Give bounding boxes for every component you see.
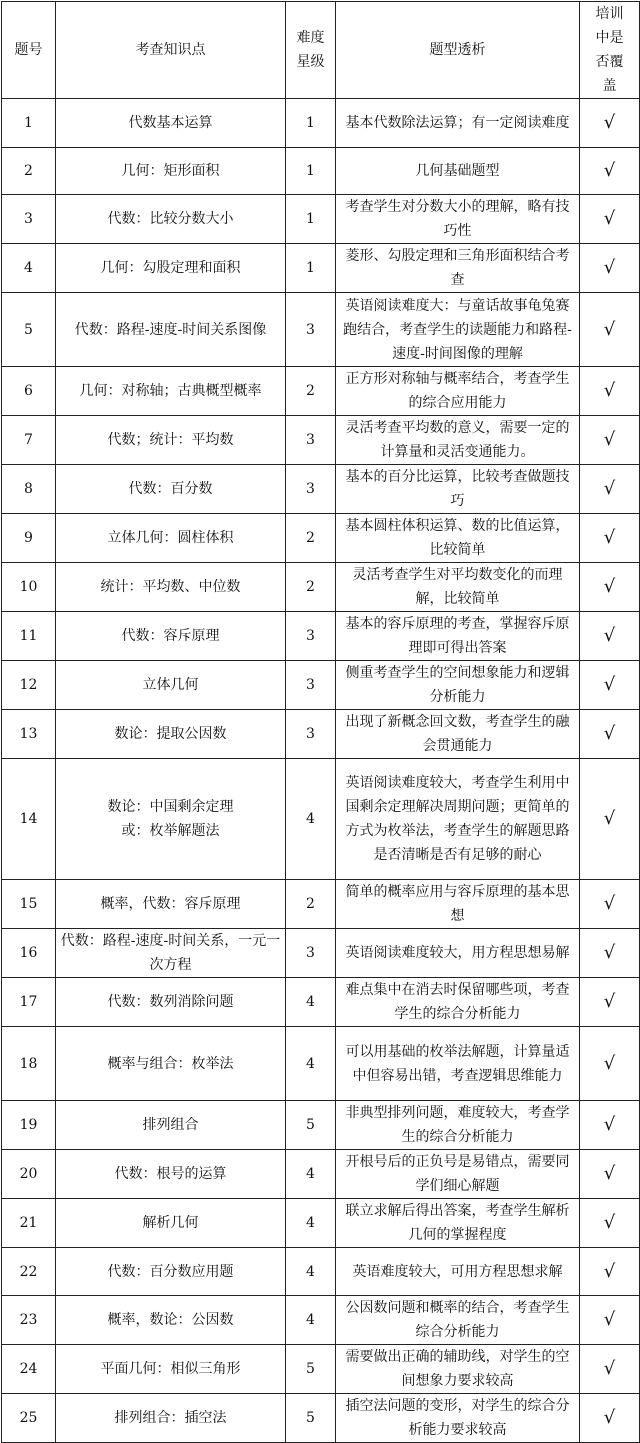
table-row [2,293,640,367]
row-difficulty-cell: 4 [286,1150,336,1199]
table-row [2,416,640,465]
row-difficulty-cell: 4 [286,1248,336,1296]
row-covered-check: √ [580,1199,640,1248]
row-covered-check: √ [580,99,640,148]
row-topic-cell: 代数：百分数 [56,465,286,514]
row-topic-cell: 代数：容斥原理 [56,612,286,661]
row-num-cell: 1 [2,99,56,148]
row-num-cell: 3 [2,195,56,244]
row-covered-check: √ [580,880,640,929]
row-covered-check: √ [580,1296,640,1345]
table-row [2,1394,640,1443]
table-row [2,1101,640,1150]
row-covered-check: √ [580,710,640,759]
row-num-cell: 9 [2,514,56,563]
row-num-cell: 11 [2,612,56,661]
table-row [2,1345,640,1394]
row-topic-cell: 代数：根号的运算 [56,1150,286,1199]
row-difficulty-cell: 3 [286,710,336,759]
row-analysis-cell: 需要做出正确的辅助线，对学生的空间想象力要求较高 [336,1345,580,1394]
row-difficulty-cell: 2 [286,514,336,563]
row-num-cell: 20 [2,1150,56,1199]
table-row [2,244,640,293]
row-topic-cell: 立体几何 [56,661,286,710]
table-row [2,1199,640,1248]
row-topic-cell: 统计：平均数、中位数 [56,563,286,612]
row-num-cell: 2 [2,148,56,195]
table-row [2,929,640,978]
row-difficulty-cell: 4 [286,759,336,880]
row-num-cell: 7 [2,416,56,465]
row-analysis-cell: 基本代数除法运算；有一定阅读难度 [336,99,580,148]
row-covered-check: √ [580,293,640,367]
row-num-cell: 17 [2,978,56,1027]
row-topic-cell: 解析几何 [56,1199,286,1248]
row-topic-cell: 几何：矩形面积 [56,148,286,195]
row-covered-check: √ [580,1101,640,1150]
row-topic-cell: 数论：中国剩余定理 或：枚举解题法 [56,759,286,880]
row-difficulty-cell: 4 [286,978,336,1027]
header-num: 题号 [2,2,56,99]
row-analysis-cell: 英语阅读难度较大，用方程思想易解 [336,929,580,978]
row-topic-cell: 数论：提取公因数 [56,710,286,759]
row-analysis-cell: 开根号后的正负号是易错点，需要同学们细心解题 [336,1150,580,1199]
row-topic-cell: 代数基本运算 [56,99,286,148]
row-covered-check: √ [580,929,640,978]
row-analysis-cell: 考查学生对分数大小的理解，略有技巧性 [336,195,580,244]
row-topic-cell: 排列组合 [56,1101,286,1150]
row-num-cell: 14 [2,759,56,880]
row-topic-cell: 代数：比较分数大小 [56,195,286,244]
row-num-cell: 15 [2,880,56,929]
row-analysis-cell: 灵活考查平均数的意义，需要一定的计算量和灵活变通能力。 [336,416,580,465]
row-difficulty-cell: 3 [286,416,336,465]
row-topic-cell: 几何：对称轴；古典概型概率 [56,367,286,416]
exam-analysis-table [1,1,640,1443]
row-difficulty-cell: 1 [286,195,336,244]
header-difficulty: 难度 星级 [286,2,336,99]
row-analysis-cell: 简单的概率应用与容斥原理的基本思想 [336,880,580,929]
row-difficulty-cell: 3 [286,465,336,514]
row-topic-cell: 代数：百分数应用题 [56,1248,286,1296]
row-difficulty-cell: 1 [286,148,336,195]
row-analysis-cell: 英语阅读难度较大，考查学生利用中国剩余定理解决周期问题；更简单的方式为枚举法，考查学生的解题思路是否清晰是否有足够的耐心 [336,759,580,880]
row-num-cell: 5 [2,293,56,367]
header-row [2,2,640,99]
row-difficulty-cell: 5 [286,1101,336,1150]
table-row [2,367,640,416]
row-analysis-cell: 难点集中在消去时保留哪些项，考查学生的综合分析能力 [336,978,580,1027]
row-num-cell: 10 [2,563,56,612]
row-covered-check: √ [580,514,640,563]
row-covered-check: √ [580,661,640,710]
row-analysis-cell: 出现了新概念回文数，考查学生的融会贯通能力 [336,710,580,759]
row-analysis-cell: 基本的百分比运算，比较考查做题技巧 [336,465,580,514]
row-analysis-cell: 基本的容斥原理的考查，掌握容斥原理即可得出答案 [336,612,580,661]
row-difficulty-cell: 1 [286,244,336,293]
row-topic-cell: 立体几何：圆柱体积 [56,514,286,563]
row-difficulty-cell: 5 [286,1345,336,1394]
row-difficulty-cell: 3 [286,661,336,710]
header-covered: 培训 中是 否覆 盖 [580,2,640,99]
table-row [2,880,640,929]
row-covered-check: √ [580,367,640,416]
row-analysis-cell: 联立求解后得出答案，考查学生解析几何的掌握程度 [336,1199,580,1248]
row-covered-check: √ [580,465,640,514]
table-row [2,612,640,661]
row-analysis-cell: 英语阅读难度大：与童话故事龟兔赛跑结合，考查学生的读题能力和路程-速度-时间图像的理解 [336,293,580,367]
table-row [2,514,640,563]
row-difficulty-cell: 3 [286,612,336,661]
row-num-cell: 16 [2,929,56,978]
table-row [2,148,640,195]
table-row [2,661,640,710]
row-covered-check: √ [580,1394,640,1443]
row-topic-cell: 概率，代数：容斥原理 [56,880,286,929]
row-covered-check: √ [580,416,640,465]
row-difficulty-cell: 1 [286,99,336,148]
table-row [2,1027,640,1101]
row-difficulty-cell: 2 [286,563,336,612]
row-covered-check: √ [580,978,640,1027]
row-covered-check: √ [580,1150,640,1199]
row-topic-cell: 代数；统计：平均数 [56,416,286,465]
row-covered-check: √ [580,612,640,661]
row-difficulty-cell: 3 [286,929,336,978]
row-num-cell: 6 [2,367,56,416]
row-topic-cell: 排列组合：插空法 [56,1394,286,1443]
row-num-cell: 24 [2,1345,56,1394]
row-num-cell: 23 [2,1296,56,1345]
table-row [2,1150,640,1199]
row-analysis-cell: 灵活考查学生对平均数变化的而理解，比较简单 [336,563,580,612]
row-num-cell: 13 [2,710,56,759]
row-analysis-cell: 非典型排列问题，难度较大，考查学生的综合分析能力 [336,1101,580,1150]
row-topic-cell: 概率与组合：枚举法 [56,1027,286,1101]
row-analysis-cell: 侧重考查学生的空间想象能力和逻辑分析能力 [336,661,580,710]
table-row [2,1248,640,1296]
row-num-cell: 8 [2,465,56,514]
row-covered-check: √ [580,1345,640,1394]
row-analysis-cell: 插空法问题的变形，对学生的综合分析能力要求较高 [336,1394,580,1443]
row-difficulty-cell: 4 [286,1199,336,1248]
row-num-cell: 19 [2,1101,56,1150]
row-topic-cell: 几何：勾股定理和面积 [56,244,286,293]
row-num-cell: 22 [2,1248,56,1296]
row-num-cell: 12 [2,661,56,710]
row-covered-check: √ [580,759,640,880]
row-topic-cell: 代数：路程-速度-时间关系，一元一次方程 [56,929,286,978]
row-covered-check: √ [580,1248,640,1296]
header-analysis: 题型透析 [336,2,580,99]
table-row [2,465,640,514]
row-analysis-cell: 几何基础题型 [336,148,580,195]
row-topic-cell: 平面几何：相似三角形 [56,1345,286,1394]
row-num-cell: 21 [2,1199,56,1248]
row-analysis-cell: 公因数问题和概率的结合，考查学生综合分析能力 [336,1296,580,1345]
row-difficulty-cell: 5 [286,1394,336,1443]
row-analysis-cell: 可以用基础的枚举法解题，计算量适中但容易出错，考查逻辑思维能力 [336,1027,580,1101]
row-topic-cell: 代数：路程-速度-时间关系图像 [56,293,286,367]
table-row [2,563,640,612]
table-row [2,1296,640,1345]
row-analysis-cell: 基本圆柱体积运算、数的比值运算，比较简单 [336,514,580,563]
row-analysis-cell: 英语难度较大，可用方程思想求解 [336,1248,580,1296]
table-row [2,978,640,1027]
table-row [2,195,640,244]
row-difficulty-cell: 3 [286,293,336,367]
row-difficulty-cell: 2 [286,367,336,416]
row-covered-check: √ [580,244,640,293]
row-topic-cell: 代数：数列消除问题 [56,978,286,1027]
row-covered-check: √ [580,195,640,244]
row-covered-check: √ [580,148,640,195]
row-num-cell: 25 [2,1394,56,1443]
table-row [2,759,640,880]
row-analysis-cell: 菱形、勾股定理和三角形面积结合考查 [336,244,580,293]
row-topic-cell: 概率，数论：公因数 [56,1296,286,1345]
row-covered-check: √ [580,1027,640,1101]
row-num-cell: 4 [2,244,56,293]
table-row [2,99,640,148]
table-row [2,710,640,759]
row-num-cell: 18 [2,1027,56,1101]
row-difficulty-cell: 2 [286,880,336,929]
row-analysis-cell: 正方形对称轴与概率结合，考查学生的综合应用能力 [336,367,580,416]
row-difficulty-cell: 4 [286,1296,336,1345]
header-topic: 考查知识点 [56,2,286,99]
row-difficulty-cell: 4 [286,1027,336,1101]
row-covered-check: √ [580,563,640,612]
